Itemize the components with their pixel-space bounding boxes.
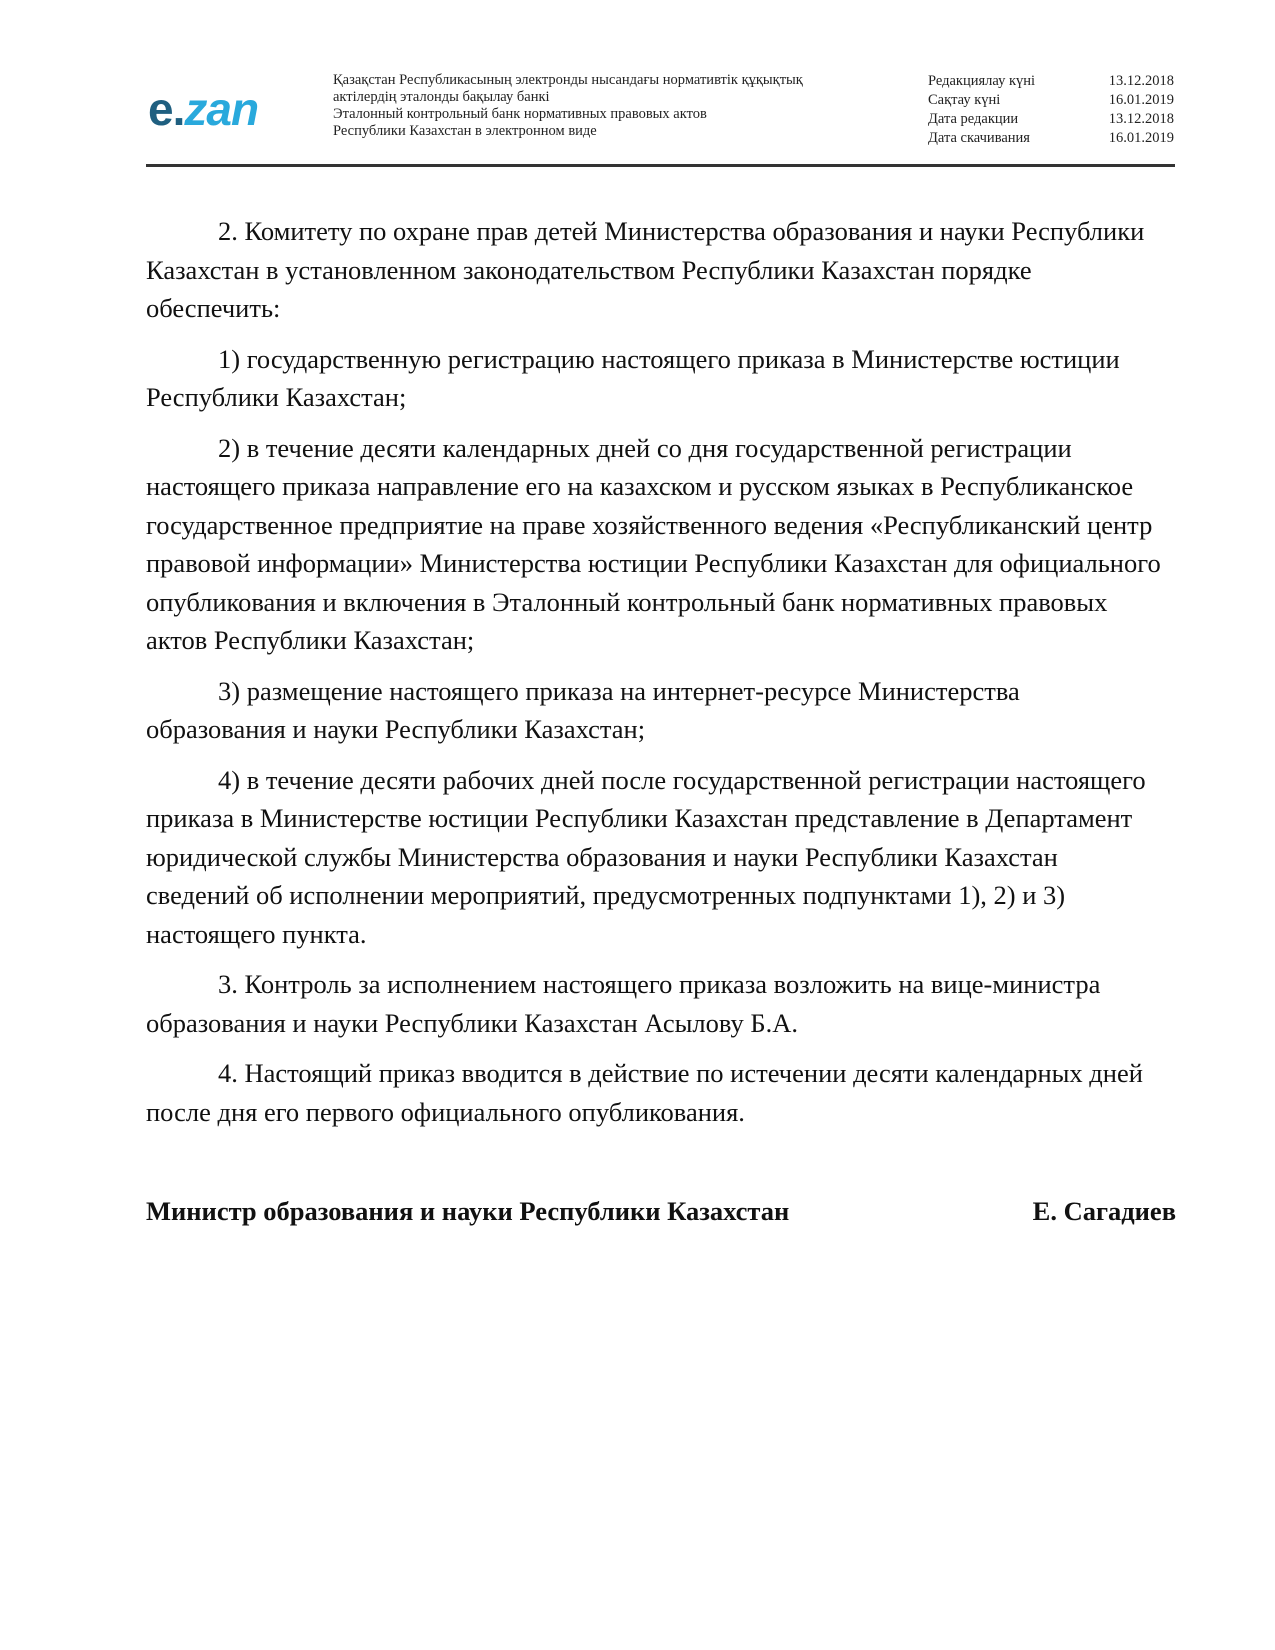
paragraph-item-2: 2. Комитету по охране прав детей Министерства образования и науки Республики Казахстан в установленном законодательством Республики Казахстан порядке обеспечить: [146,216,1145,323]
paragraph-item-4: 4. Настоящий приказ вводится в действие по истечении десяти календарных дней после дня его первого официального опубликования. [146,1058,1143,1127]
meta-label: Дата скачивания [928,130,1030,146]
ezan-logo [148,84,258,134]
logo-zan: zan [184,83,259,135]
paragraph-subitem-1: 1) государственную регистрацию настоящего приказа в Министерстве юстиции Республики Казахстан; [146,343,1120,412]
meta-label: Редакциялау күні [928,73,1036,89]
meta-label: Дата редакции [928,111,1019,127]
header-description-line: Эталонный контрольный банк нормативных правовых актов [333,106,707,122]
meta-row-edit-date-ru [928,110,1174,129]
page-header [146,66,1174,166]
signature-block [146,1192,1176,1230]
signatory-position: Министр образования и науки Республики Казахстан [146,1196,790,1226]
logo-e: e [148,83,173,135]
signatory-name: Е. Сагадиев [1032,1196,1176,1226]
logo-dot: . [172,83,185,135]
paragraph-item-3: 3. Контроль за исполнением настоящего приказа возложить на вице-министра образования и науки Республики Казахстан Асылову Б.А. [146,969,1101,1038]
document-body [146,212,1166,1143]
meta-value: 16.01.2019 [1108,130,1174,146]
header-meta [928,72,1174,148]
header-description [333,72,893,140]
paragraph-subitem-2: 2) в течение десяти календарных дней со дня государственной регистрации настоящего приказа направление его на казахском и русском языках в Республиканское государственное предприятие на праве хозяйственного ведения «Республиканский центр правовой информации» Министерства юстиции Республики Казахстан для официального опубликования и включения в Эталонный контрольный банк нормативных правовых актов Республики Казахстан; [146,432,1161,655]
header-description-line: Қазақстан Республикасының электронды нысандағы нормативтік құқықтық [333,72,803,88]
meta-value: 13.12.2018 [1108,111,1174,127]
meta-value: 16.01.2019 [1108,92,1174,108]
meta-row-save-date-kz [928,91,1174,110]
meta-label: Сақтау күні [928,92,1001,108]
meta-row-edit-date-kz [928,72,1174,91]
paragraph-subitem-4: 4) в течение десяти рабочих дней после государственной регистрации настоящего приказа в Министерстве юстиции Республики Казахстан представление в Департамент юридической службы Министерства образования и науки Республики Казахстан сведений об исполнении мероприятий, предусмотренных подпунктами 1), 2) и 3) настоящего пункта. [146,764,1146,949]
header-divider [146,164,1175,167]
paragraph-subitem-3: 3) размещение настоящего приказа на интернет-ресурсе Министерства образования и науки Республики Казахстан; [146,675,1020,744]
header-description-line: актілердің эталонды бақылау банкі [333,89,550,105]
header-description-line: Республики Казахстан в электронном виде [333,123,597,139]
meta-value: 13.12.2018 [1108,73,1174,89]
meta-row-download-date-ru [928,129,1174,148]
